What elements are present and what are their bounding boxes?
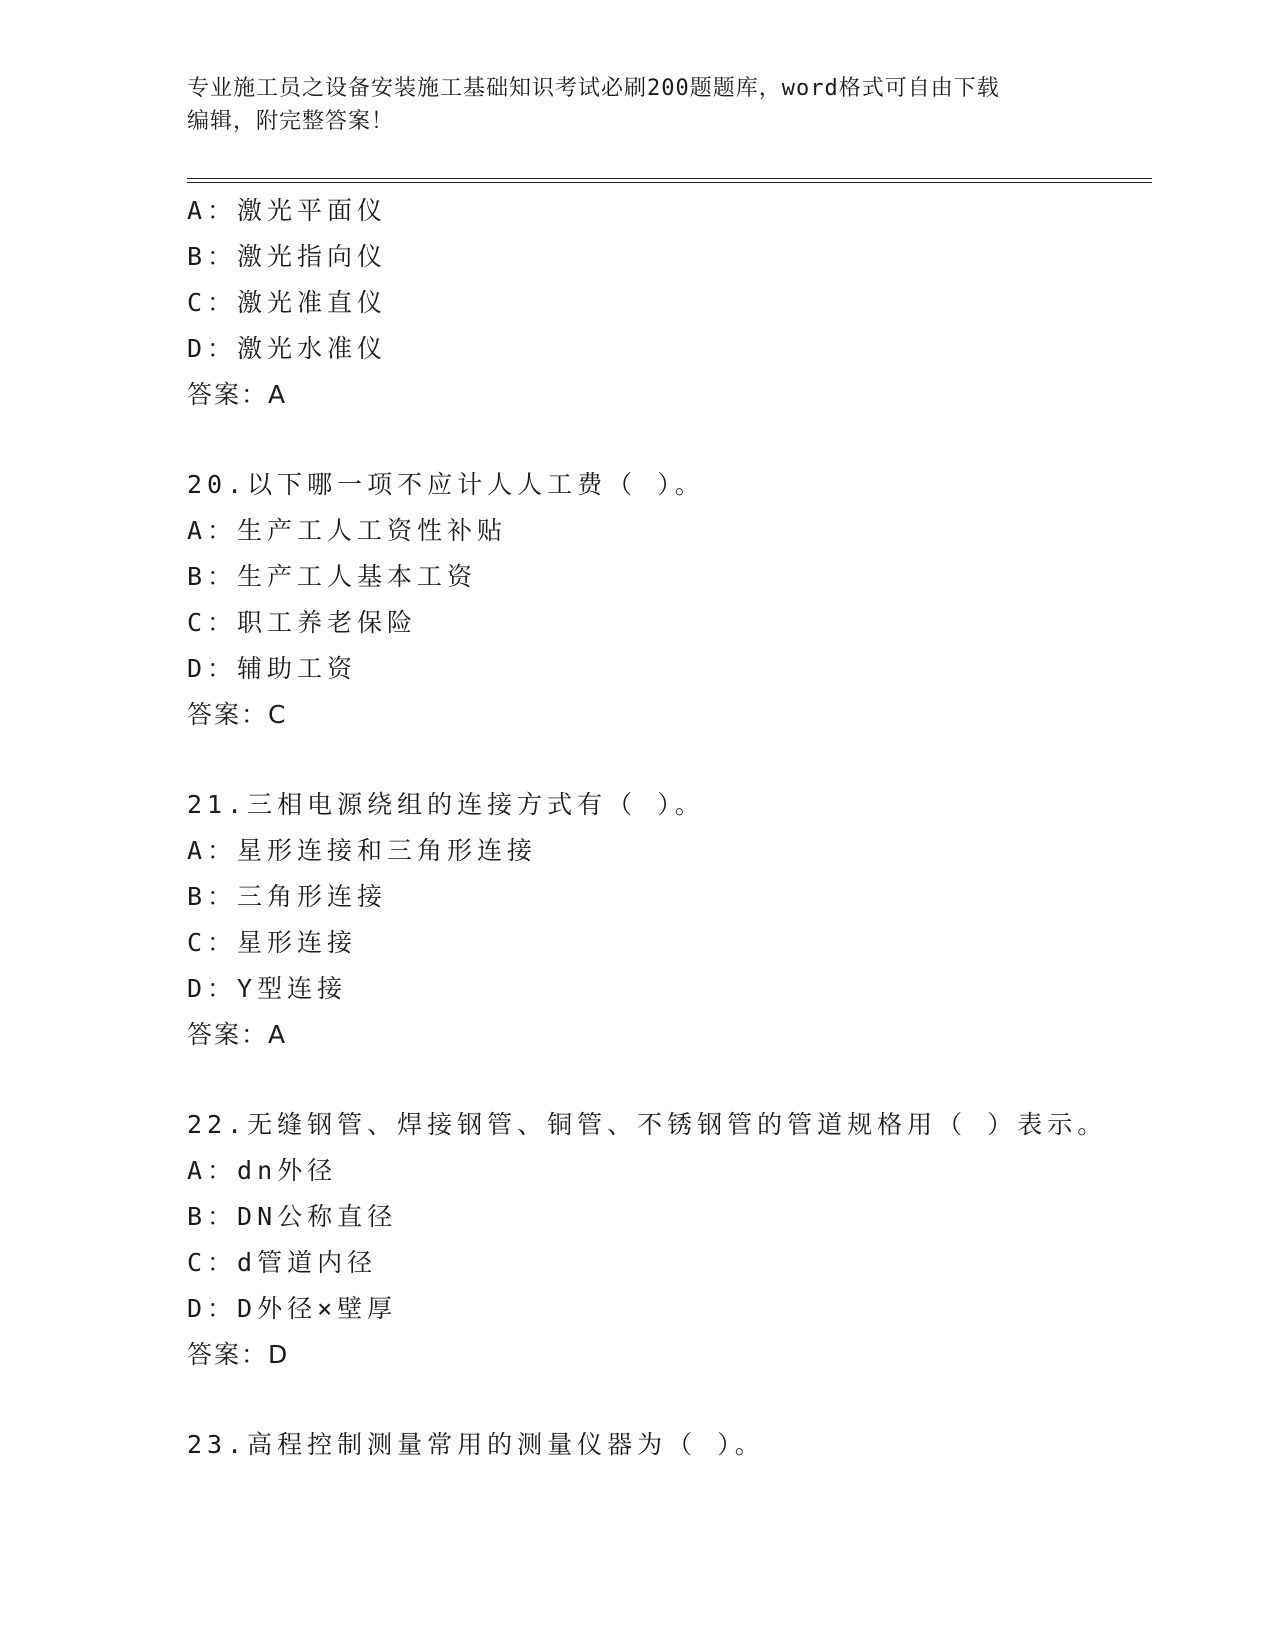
option-d: D：激光水准仪: [187, 334, 388, 363]
header-divider: [187, 178, 1152, 183]
question-stem: 23.高程控制测量常用的测量仪器为（ ）。: [187, 1430, 765, 1459]
option-c: C：d管道内径: [187, 1248, 378, 1277]
option-b: B：三角形连接: [187, 882, 388, 911]
question-22: [187, 1102, 1152, 1378]
question-21: [187, 782, 1152, 1058]
option-b: B：生产工人基本工资: [187, 562, 478, 591]
option-a: A：激光平面仪: [187, 196, 388, 225]
option-d: D：Y型连接: [187, 974, 348, 1003]
option-b: B：DN公称直径: [187, 1202, 398, 1231]
question-list: [187, 188, 1152, 1468]
question-19: [187, 188, 1152, 418]
question-stem: 20.以下哪一项不应计人人工费（ ）。: [187, 470, 705, 499]
answer: 答案：C: [187, 700, 288, 729]
question-stem: 22.无缝钢管、焊接钢管、铜管、不锈钢管的管道规格用（ ）表示。: [187, 1110, 1108, 1139]
answer: 答案：A: [187, 1020, 288, 1049]
option-a: A：星形连接和三角形连接: [187, 836, 538, 865]
question-23: [187, 1422, 1152, 1468]
option-a: A：生产工人工资性补贴: [187, 516, 508, 545]
option-d: D：D外径×壁厚: [187, 1294, 398, 1323]
option-a: A：dn外径: [187, 1156, 338, 1185]
header-line-2: 编辑，附完整答案！: [187, 109, 395, 134]
answer: 答案：A: [187, 380, 288, 409]
question-20: [187, 462, 1152, 738]
option-c: C：职工养老保险: [187, 608, 418, 637]
option-d: D：辅助工资: [187, 654, 358, 683]
option-b: B：激光指向仪: [187, 242, 388, 271]
question-stem: 21.三相电源绕组的连接方式有（ ）。: [187, 790, 705, 819]
option-c: C：星形连接: [187, 928, 358, 957]
document-header: [187, 72, 1087, 138]
option-c: C：激光准直仪: [187, 288, 388, 317]
answer: 答案：D: [187, 1340, 290, 1369]
header-line-1: 专业施工员之设备安装施工基础知识考试必刷200题题库，word格式可自由下载: [187, 76, 1000, 101]
